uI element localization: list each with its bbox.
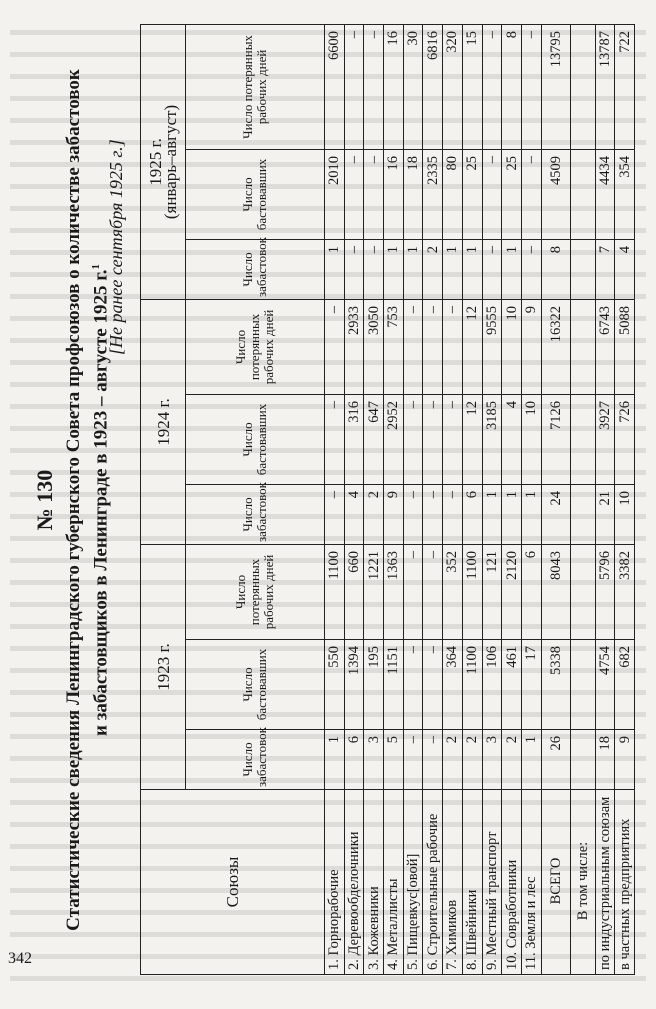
cell: 726	[615, 394, 635, 484]
cell: –	[325, 299, 345, 394]
cell: 1100	[325, 544, 345, 639]
cell: 1363	[384, 544, 404, 639]
cell: 26	[541, 730, 570, 790]
cell: –	[403, 544, 423, 639]
cell: –	[364, 24, 384, 149]
cell: –	[482, 24, 502, 149]
header-year-1925-label: 1925 г.	[146, 138, 165, 186]
cell: 4	[502, 394, 522, 484]
cell: 9	[384, 484, 404, 544]
header-strikers-1924: Число бастовавших	[186, 394, 325, 484]
row-name: 5. Пищевкус[овой]	[403, 790, 423, 975]
table-row	[364, 24, 384, 974]
cell: –	[423, 544, 443, 639]
cell: 17	[521, 640, 541, 730]
cell	[570, 640, 595, 730]
cell: 320	[443, 24, 463, 149]
cell: –	[482, 239, 502, 299]
header-strikes-1924: Число забастовок	[186, 484, 325, 544]
cell: 10	[502, 299, 522, 394]
cell: 6	[521, 544, 541, 639]
row-name: 11. Земля и лес	[521, 790, 541, 975]
header-strikers-1925: Число бастовавших	[186, 149, 325, 239]
title-line-2-text: и забастовщиков в Ленинграде в 1923 – августе 1925 г.	[90, 269, 112, 736]
cell: –	[325, 394, 345, 484]
document-heading	[30, 25, 112, 975]
cell: 2335	[423, 149, 443, 239]
row-name: по индустриальным союзам	[595, 790, 615, 975]
cell: 2	[443, 730, 463, 790]
cell: –	[423, 299, 443, 394]
cell: 6	[462, 484, 482, 544]
cell: 12	[462, 394, 482, 484]
cell: 6600	[325, 24, 345, 149]
cell: 8	[502, 24, 522, 149]
cell: –	[482, 149, 502, 239]
row-name: 8. Швейники	[462, 790, 482, 975]
cell: 4	[615, 239, 635, 299]
cell: 1	[325, 730, 345, 790]
header-year-1924: 1924 г.	[141, 299, 186, 544]
cell: 753	[384, 299, 404, 394]
cell: 1221	[364, 544, 384, 639]
cell: 25	[502, 149, 522, 239]
cell: 18	[595, 730, 615, 790]
cell: –	[423, 484, 443, 544]
cell: 4509	[541, 149, 570, 239]
header-unions: Союзы	[141, 790, 325, 975]
cell: –	[423, 640, 443, 730]
cell: 2120	[502, 544, 522, 639]
row-name: 2. Деревообделочники	[344, 790, 364, 975]
cell: 1	[502, 484, 522, 544]
cell	[570, 24, 595, 149]
rotated-page-content	[30, 25, 633, 975]
row-name: 1. Горнорабочие	[325, 790, 345, 975]
cell: 1	[462, 239, 482, 299]
cell: 24	[541, 484, 570, 544]
title-line-1: Статистические сведения Ленинградского губернского Совета профсоюзов о количестве забастовок	[63, 69, 84, 931]
cell: –	[344, 24, 364, 149]
cell: 2952	[384, 394, 404, 484]
cell: 121	[482, 544, 502, 639]
cell	[570, 730, 595, 790]
cell: 16	[384, 24, 404, 149]
cell: 3927	[595, 394, 615, 484]
table-row	[344, 24, 364, 974]
cell: 10	[615, 484, 635, 544]
cell: 10	[521, 394, 541, 484]
cell: 25	[462, 149, 482, 239]
cell: 2933	[344, 299, 364, 394]
cell: 8	[541, 239, 570, 299]
cell: 1100	[462, 640, 482, 730]
cell: 30	[403, 24, 423, 149]
cell: –	[521, 24, 541, 149]
cell	[570, 394, 595, 484]
header-year-1925	[141, 24, 186, 299]
cell: 2010	[325, 149, 345, 239]
cell: 1151	[384, 640, 404, 730]
row-name: 7. Химиков	[443, 790, 463, 975]
statistics-table	[140, 24, 635, 975]
cell: –	[443, 484, 463, 544]
table-row	[482, 24, 502, 974]
cell: 6	[344, 730, 364, 790]
cell: 2	[423, 239, 443, 299]
row-name: 10. Совработники	[502, 790, 522, 975]
table-row	[443, 24, 463, 974]
cell: 3	[364, 730, 384, 790]
cell: 2	[462, 730, 482, 790]
including-label: В том числе:	[570, 790, 595, 975]
cell: –	[403, 730, 423, 790]
table-row	[462, 24, 482, 974]
cell: 4	[344, 484, 364, 544]
cell: 15	[462, 24, 482, 149]
cell: –	[443, 299, 463, 394]
cell: 8043	[541, 544, 570, 639]
cell: 352	[443, 544, 463, 639]
cell: 106	[482, 640, 502, 730]
cell: –	[403, 640, 423, 730]
table-row	[384, 24, 404, 974]
cell: 1	[403, 239, 423, 299]
cell: 5	[384, 730, 404, 790]
header-strikes-1925: Число забастовок	[186, 239, 325, 299]
document-title	[62, 25, 112, 975]
cell: 3050	[364, 299, 384, 394]
header-strikes-1923: Число забастовок	[186, 730, 325, 790]
cell: 9	[521, 299, 541, 394]
row-name: 6. Строительные рабочие	[423, 790, 443, 975]
cell	[570, 149, 595, 239]
cell: –	[423, 730, 443, 790]
total-row	[541, 24, 570, 974]
cell: 1	[443, 239, 463, 299]
row-name: 4. Металлисты	[384, 790, 404, 975]
header-days-lost-1923: Число потерянных рабочих дней	[186, 544, 325, 639]
cell: 3382	[615, 544, 635, 639]
page-number: 342	[8, 950, 32, 967]
cell: 9	[615, 730, 635, 790]
cell	[570, 484, 595, 544]
footnote-mark: 1	[90, 264, 102, 270]
row-name: 9. Местный транспорт	[482, 790, 502, 975]
cell: 7126	[541, 394, 570, 484]
cell: 550	[325, 640, 345, 730]
cell: –	[521, 239, 541, 299]
table-row	[403, 24, 423, 974]
document-number: № 130	[32, 469, 57, 531]
cell: –	[364, 239, 384, 299]
header-year-1925-note: (январь–август)	[161, 104, 180, 220]
cell: –	[325, 484, 345, 544]
cell: 6816	[423, 24, 443, 149]
cell: –	[403, 394, 423, 484]
cell: 13787	[595, 24, 615, 149]
cell: –	[423, 394, 443, 484]
cell: 1394	[344, 640, 364, 730]
cell: 4754	[595, 640, 615, 730]
table-row	[521, 24, 541, 974]
cell: 18	[403, 149, 423, 239]
cell: 1100	[462, 544, 482, 639]
cell: 1	[325, 239, 345, 299]
cell: 3185	[482, 394, 502, 484]
cell: 1	[482, 484, 502, 544]
cell: 16322	[541, 299, 570, 394]
industrial-unions-row	[595, 24, 615, 974]
header-days-lost-1925: Число потерянных рабочих дней	[186, 24, 325, 149]
table-row	[325, 24, 345, 974]
private-enterprises-row	[615, 24, 635, 974]
cell: 1	[521, 484, 541, 544]
cell: 3	[482, 730, 502, 790]
including-label-row	[570, 24, 595, 974]
cell: 9555	[482, 299, 502, 394]
cell: 7	[595, 239, 615, 299]
cell: 4434	[595, 149, 615, 239]
cell: 660	[344, 544, 364, 639]
cell: 461	[502, 640, 522, 730]
cell: 5338	[541, 640, 570, 730]
cell: 2	[364, 484, 384, 544]
cell: 1	[521, 730, 541, 790]
cell: 5088	[615, 299, 635, 394]
header-year-1923: 1923 г.	[141, 544, 186, 789]
header-days-lost-1924: Число потерянных рабочих дней	[186, 299, 325, 394]
cell: 21	[595, 484, 615, 544]
total-label: ВСЕГО	[541, 790, 570, 975]
cell	[570, 544, 595, 639]
cell: 722	[615, 24, 635, 149]
cell: 6743	[595, 299, 615, 394]
cell: 5796	[595, 544, 615, 639]
cell: 16	[384, 149, 404, 239]
cell	[570, 239, 595, 299]
cell: 13795	[541, 24, 570, 149]
cell: 316	[344, 394, 364, 484]
cell: 2	[502, 730, 522, 790]
cell	[570, 299, 595, 394]
cell: 1	[502, 239, 522, 299]
cell: –	[344, 149, 364, 239]
cell: 682	[615, 640, 635, 730]
cell: 1	[384, 239, 404, 299]
cell: 12	[462, 299, 482, 394]
cell: –	[364, 149, 384, 239]
cell: –	[344, 239, 364, 299]
cell: 647	[364, 394, 384, 484]
cell: –	[443, 394, 463, 484]
row-name: в частных предприятиях	[615, 790, 635, 975]
cell: –	[403, 299, 423, 394]
table-row	[423, 24, 443, 974]
cell: 364	[443, 640, 463, 730]
row-name: 3. Кожевники	[364, 790, 384, 975]
table-row	[502, 24, 522, 974]
cell: 354	[615, 149, 635, 239]
header-strikers-1923: Число бастовавших	[186, 640, 325, 730]
cell: 195	[364, 640, 384, 730]
date-note: [Не ранее сентября 1925 г.]	[106, 139, 126, 355]
cell: 80	[443, 149, 463, 239]
cell: –	[521, 149, 541, 239]
cell: –	[403, 484, 423, 544]
